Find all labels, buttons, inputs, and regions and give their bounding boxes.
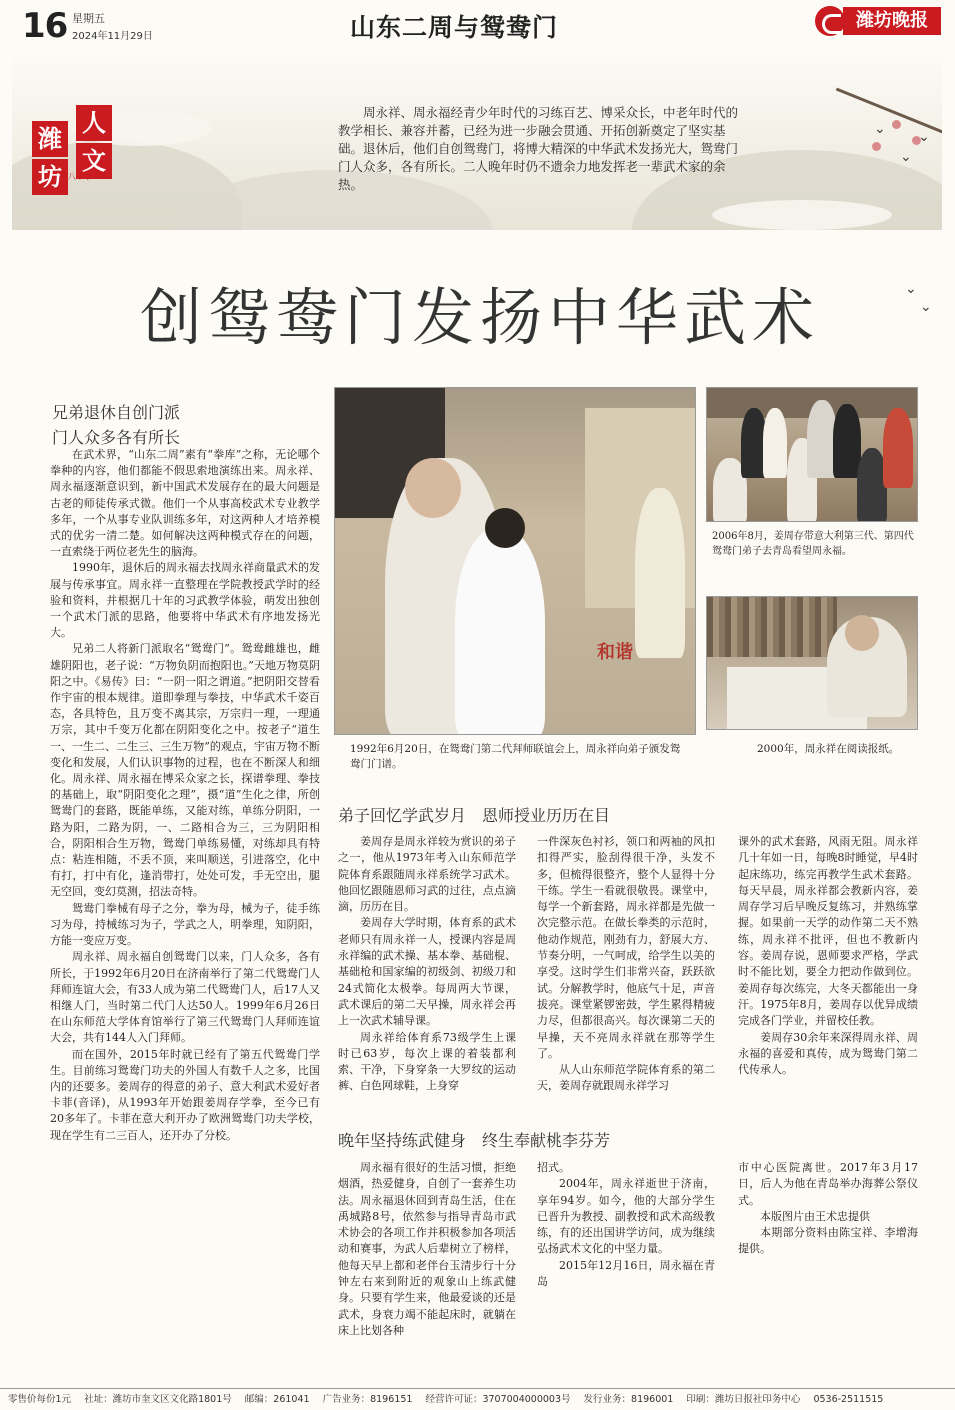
page-title: 山东二周与鸳鸯门 <box>350 13 559 42</box>
bird-icon: ⌄ <box>900 149 912 165</box>
section2-column-1 <box>338 834 516 1095</box>
section3-column-3 <box>738 1160 918 1258</box>
column-seal <box>32 105 120 205</box>
section3-column-2 <box>537 1160 715 1290</box>
section1-subhead-line2: 门人众多各有所长 <box>52 428 181 447</box>
ceremony-photo-caption: 1992年6月20日，在鸳鸯门第二代拜师联谊会上，周永祥向弟子颁发鸳鸯门门谱。 <box>350 743 681 770</box>
paragraph: 姜周存30余年来深得周永祥、周永福的喜爱和真传，成为鸳鸯门第二代传承人。 <box>738 1030 918 1077</box>
paragraph: 姜周存是周永祥较为赏识的弟子之一，他从1973年考入山东师范学院体育系跟随周永祥系统学习武术。他回忆跟随恩师习武的过往，点点滴滴，历历在目。 <box>338 835 516 914</box>
footer-price: 零售价每份1元 <box>8 1394 72 1405</box>
issue-date: 2024年11月29日 <box>72 31 153 42</box>
paragraph: 市中心医院离世。2017年3月17日，后人为他在青岛举办海葬公祭仪式。 <box>738 1161 918 1207</box>
footer-printer: 印刷：潍坊日报社印务中心 <box>686 1394 801 1405</box>
page-footer <box>8 1391 948 1405</box>
footer-distribution-phone: 发行业务：8196001 <box>583 1394 674 1405</box>
page-header <box>0 0 955 50</box>
footer-printer-phone: 0536-2511515 <box>813 1394 884 1405</box>
paragraph: 周永祥、周永福自创鸳鸯门以来，门人众多，各有所长，于1992年6月20日在济南举行了第二代鸳鸯门人拜师连谊大会，有33人成为第二代鸳鸯门人，后17人又相继人门，当时第二代门人达50人。1999年6月26日在山东师范大学体育馆举行了第三代鸳鸯门人拜师连谊大会，共有144人入门拜师。 <box>50 950 320 1045</box>
disciple-figure <box>455 528 545 735</box>
bird-icon: ⌄ <box>920 299 932 315</box>
cloud-shape <box>712 200 892 230</box>
reading-photo-caption: 2000年，周永祥在阅读报纸。 <box>757 743 900 755</box>
source-credit: 本期部分资料由陈宝祥、李增海提供。 <box>738 1226 918 1256</box>
section2-column-2 <box>537 834 715 1095</box>
onlooker-figure <box>635 488 685 658</box>
reading-photo <box>706 596 918 730</box>
page-number: 16 <box>22 6 68 46</box>
paragraph: 周永祥给体育系73级学生上课时已63岁，每次上课的着装都利索、干净，下身穿条一大罗纹的运动裤、白色网球鞋，上身穿 <box>338 1030 516 1093</box>
section2-column-3 <box>738 834 918 1078</box>
footer-ad-phone: 广告业务：8196151 <box>322 1394 413 1405</box>
bird-icon: ⌄ <box>918 129 930 145</box>
section1-body <box>50 447 320 1144</box>
section2-title: 弟子回忆学武岁月 恩师授业历历在目 <box>338 806 611 825</box>
paragraph: 一件深灰色衬衫，领口和两袖的风扣扣得严实，脸刮得很干净，头发不多，但梳得很整齐，整个人显得十分干练。学生一看就很敬畏。课堂中，每学一个新套路，周永祥都是先做一次完整示范。在做长拳类的示范时，他动作规范，刚劲有力，舒展大方、节奏分明，一气呵成，给学生以美的享受。这时学生们非常兴奋，跃跃欲试。分解教学时，他底气十足，声音拔亮。课堂紧锣密鼓，学生累得精疲力尽，但都很高兴。每次课第二天的早操，天不亮周永祥就在那等学生了。 <box>537 835 715 1060</box>
paragraph: 从人山东师范学院体育系的第二天，姜周存就跟周永祥学习 <box>537 1063 715 1093</box>
seal-char: 人 <box>76 105 112 141</box>
paragraph: 2015年12月16日，周永福在青岛 <box>537 1258 715 1289</box>
paragraph: 在武术界，“山东二周”素有“拳库”之称，无论哪个拳种的内容，他们都能不假思索地演练出来。周永祥、周永福逐渐意识到，新中国武术发展存在的最大问题是古老的师徒传承式微。他们一个从事高校武术专业教学多年，一个从事专业队训练多年，对这两种人才培养模式的优劣一清二楚。如何解决这两种模式存在的问题，一直索绕于两位老先生的脑海。 <box>50 448 320 559</box>
paragraph: 姜周存大学时期，体育系的武术老师只有周永祥一人，授课内容是周永祥编的武术操、基本拳、基础棍、基础枪和国家编的初级剑、初级刀和24式简化太极拳。每周两大节课，武术课后的第二天早操，周永祥会再上一次武术辅导课。 <box>338 916 516 1028</box>
bird-icon: ⌄ <box>905 281 917 297</box>
footer-postcode: 邮编：261041 <box>244 1394 310 1405</box>
photo-credit: 本版图片由王术忠提供 <box>760 1209 870 1223</box>
section3-column-1 <box>338 1160 516 1339</box>
group-photo <box>706 387 918 522</box>
section1-subhead-line1: 兄弟退休自创门派 <box>52 403 181 422</box>
paragraph: 1990年，退休后的周永福去找周永祥商量武术的发展与传承事宜。周永祥一直整理在学院教授武学时的经验和资料，并根据几十年的习武教学体验，萌发出独创一个武术门派的思路，他要将中华武术有序地发扬光大。 <box>50 561 320 640</box>
paragraph: 而在国外，2015年时就已经有了第五代鸳鸯门学生。目前练习鸳鸯门功夫的外国人有数千人之多，比国内的还要多。姜周存的得意的弟子、意大利武术爱好者卡菲(音译)，从1993年开始跟姜周存学拳，至今已有20多年了。卡菲在意大利开办了欧洲鸳鸯门功夫学校，现在学生有二三百人，还开办了分校。 <box>50 1047 320 1142</box>
seal-char: 潍 <box>32 121 68 157</box>
paragraph: 兄弟二人将新门派取名“鸳鸯门”。鸳鸯雌雄也，雌雄阴阳也，老子说：“万物负阴而抱阳也。”天地万物莫阴阳之中。《易传》曰：“一阴一阳之谓道。”把阴阳交替看作宇宙的根本规律。道即拳理与拳技，中华武术千姿百态，各具特色，且万变不离其宗，万宗归一理，一理通万宗，其中千变万化都在阴阳变化之中。按老子“道生一、一生二、二生三、三生万物”的观点，宇宙万物不断变化和发展，人们认识事物的过程，也在不断深人和细化。周永祥、周永福在博采众家之长，探谱拳理、拳技的基础上，取“阴阳变化之理”，摄“道”生化之律，所创鸳鸯门的套路，既能单练，又能对练，单练分阴阳，一路为阳，二路为阴，一、二路相合为三，三为阴阳相合，阴阳相合生万物，鸳鸯门单练易懂，对练却具有特点：粘连相随，不丢不顶，来叫顺送，引进落空，化中有打，打中有化，逢消带打，处处可发，手无空出，腿无空回，变幻莫测，招法奇特。 <box>50 642 320 899</box>
reader-head <box>845 615 879 651</box>
newspaper-logo <box>815 6 943 36</box>
ceremony-photo <box>334 387 696 735</box>
group-photo-caption: 2006年8月，姜周存带意大利第三代、第四代鸳鸯门弟子去青岛看望周永福。 <box>712 531 914 557</box>
seal-char: 坊 <box>32 159 68 195</box>
paragraph: 鸳鸯门拳械有母子之分，拳为母，械为子，徒手练习为母，持械练习为子，学武之人，明拳理，知阴阳，方能一变应万变。 <box>50 901 320 948</box>
disciple-head <box>485 508 525 548</box>
banner-text: 和谐 <box>597 642 633 663</box>
logo-icon <box>815 6 845 36</box>
footer-license: 经营许可证：3707004000003号 <box>425 1394 571 1405</box>
logo-text: 潍坊晚报 <box>843 7 941 35</box>
paragraph: 周永福有很好的生活习惯，拒绝烟酒，热爱健身，自创了一套养生功法。周永福退休回到青岛生活，住在禹城路8号，依然参与指导青岛市武术协会的各项工作并积极参加各项活动和赛事，为武人后辈树立了榜样，他每天早上都和老伴台玉清步行十分钟左右来到附近的观象山上练武健身。只要有学生来，他最爱谈的还是武术，身衰力竭不能起床时，就躺在床上比划各种 <box>338 1161 516 1337</box>
blossom-shape <box>892 120 901 129</box>
blossom-shape <box>872 142 881 151</box>
paragraph: 课外的武术套路，风雨无阻。周永祥几十年如一日，每晚8时睡觉，早4时起床练功，练完再教学生武术套路。每天早晨，周永祥都会教新内容，姜周存学习后早晚反复练习，并熟练掌握。如果前一天学的动作第二天不熟练，周永祥不批评，但也不教新内容。姜周存说，恩师要求严格，学武时不能比划，要全力把动作做到位。姜周存每次练完，大冬天都能出一身汗。1975年8月，姜周存以优异成绩完成各门学业，并留校任教。 <box>738 835 918 1028</box>
seal-series-label: 第八十季 <box>60 172 92 181</box>
seal-char: 文 <box>76 143 112 179</box>
footer-divider <box>0 1388 955 1389</box>
weekday: 星期五 <box>72 12 105 25</box>
bird-icon: ⌄ <box>874 121 886 137</box>
paragraph: 招式。 <box>537 1161 570 1174</box>
footer-address: 社址：潍坊市奎文区文化路1801号 <box>84 1394 232 1405</box>
section3-title: 晚年坚持练武健身 终生奉献桃李芬芳 <box>338 1131 611 1150</box>
main-headline: 创鸳鸯门发扬中华武术 <box>139 281 820 354</box>
paragraph: 2004年，周永祥逝世于济南，享年94岁。如今，他的大部分学生已晋升为教授、副教授和武术高级教练，有的还出国讲学访问，成为继续弘扬武术文化的中坚力量。 <box>537 1177 715 1256</box>
intro-paragraph: 周永祥、周永福经青少年时代的习练百艺、博采众长，中老年时代的教学相长、兼容并蓄，已经为进一步融会贯通、开拓创新奠定了坚实基础。退休后，他们自创鸳鸯门，将博大精深的中华武术发扬光大，鸳鸯门门人众多，各有所长。二人晚年时仍不遗余力地发挥老一辈武术家的余热。 <box>338 105 739 192</box>
elder-head <box>405 458 461 518</box>
